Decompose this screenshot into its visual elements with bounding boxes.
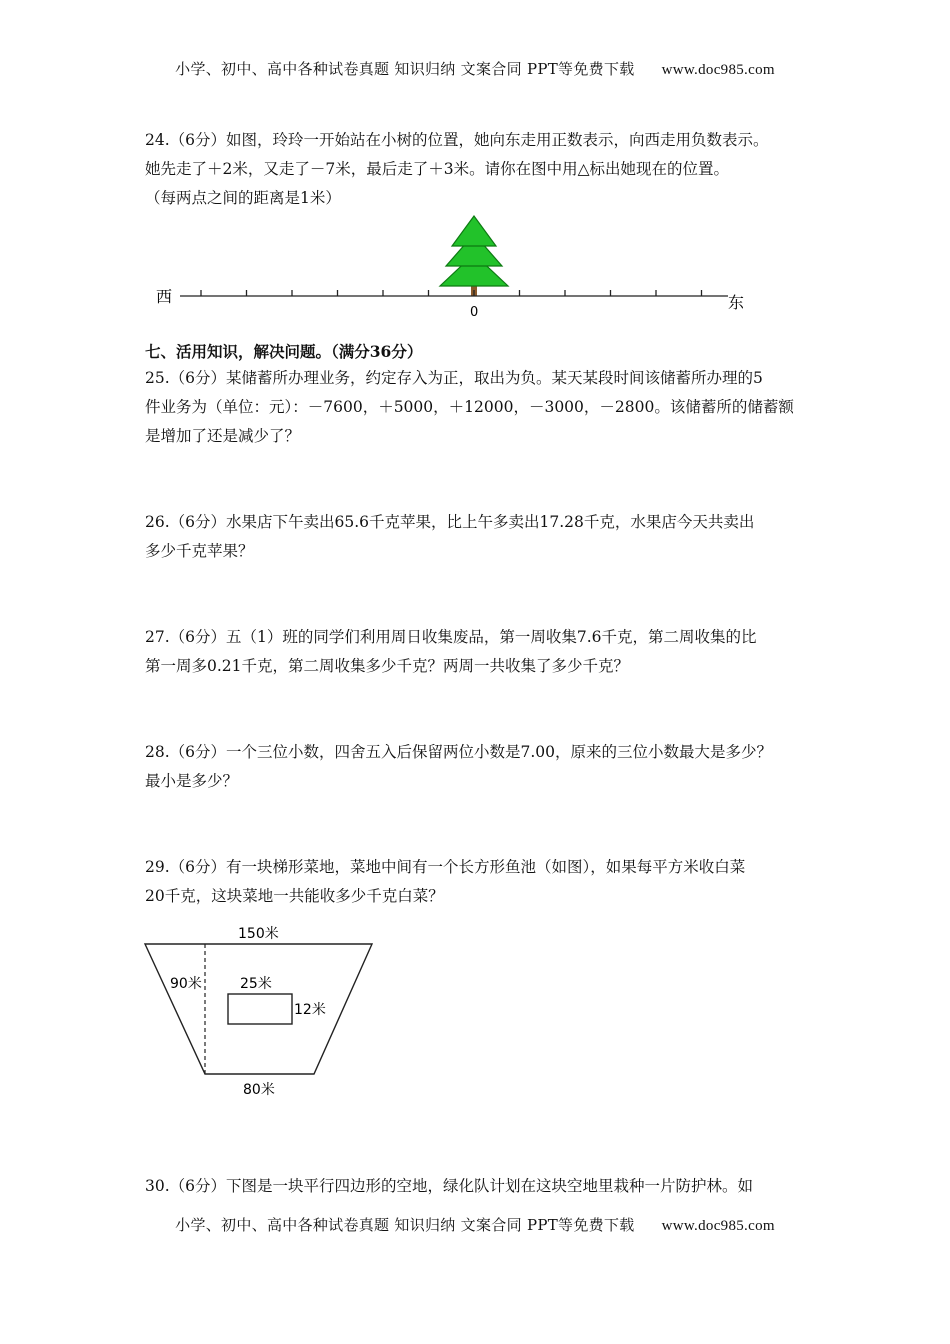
q29-text <box>145 853 815 911</box>
q27-line2: 第一周多0.21千克，第二周收集多少千克？两周一共收集了多少千克？ <box>145 657 630 675</box>
q28-text <box>145 738 815 796</box>
header-site: www.doc985.com <box>661 62 775 78</box>
tree-icon <box>440 216 508 296</box>
q25-line1: 25.（6分）某储蓄所办理业务，约定存入为正，取出为负。某天某段时间该储蓄所办理的5 <box>145 369 763 387</box>
q26-line1: 26.（6分）水果店下午卖出65.6千克苹果，比上午多卖出17.28千克，水果店今天共卖出 <box>145 513 755 531</box>
q30-line1: 30.（6分）下图是一块平行四边形的空地，绿化队计划在这块空地里栽种一片防护林。如 <box>145 1177 754 1195</box>
q27-line1: 27.（6分）五（1）班的同学们利用周日收集废品，第一周收集7.6千克，第二周收集的比 <box>145 628 757 646</box>
q25-line3: 是增加了还是减少了？ <box>145 427 301 445</box>
header-text: 小学、初中、高中各种试卷真题 知识归纳 文案合同 PPT等免费下载 <box>175 60 635 78</box>
q26-line2: 多少千克苹果？ <box>145 542 254 560</box>
height-label: 90米 <box>170 976 202 992</box>
q30-text <box>145 1172 815 1201</box>
page-footer <box>0 1214 950 1235</box>
top-length-label: 150米 <box>238 926 279 942</box>
q24-line3: （每两点之间的距离是1米） <box>145 189 341 207</box>
q25-text <box>145 364 815 451</box>
q27-text <box>145 623 815 681</box>
q29-line2: 20千克，这块菜地一共能收多少千克白菜？ <box>145 887 444 905</box>
tree-tier-top <box>452 216 496 246</box>
footer-text: 小学、初中、高中各种试卷真题 知识归纳 文案合同 PPT等免费下载 <box>175 1216 635 1234</box>
trapezoid-shape <box>145 944 372 1074</box>
west-label: 西 <box>156 287 173 306</box>
trapezoid-figure <box>140 918 380 1104</box>
footer-site: www.doc985.com <box>661 1218 775 1234</box>
rect-width-label: 25米 <box>240 976 272 992</box>
q24-line1: 24.（6分）如图，玲玲一开始站在小树的位置，她向东走用正数表示，向西走用负数表示。 <box>145 131 769 149</box>
zero-label: 0 <box>470 305 479 320</box>
q29-line1: 29.（6分）有一块梯形菜地，菜地中间有一个长方形鱼池（如图），如果每平方米收白菜 <box>145 858 746 876</box>
rect-height-label: 12米 <box>294 1002 326 1018</box>
q25-line2: 件业务为（单位：元）：－7600，＋5000，＋12000，－3000，－2800。该储蓄所的储蓄额 <box>145 398 794 416</box>
bottom-length-label: 80米 <box>243 1082 275 1098</box>
number-line-figure <box>150 212 760 322</box>
fish-pond-rect <box>228 994 292 1024</box>
q28-line2: 最小是多少？ <box>145 772 239 790</box>
east-label: 东 <box>728 293 745 312</box>
page-header <box>0 58 950 79</box>
q24-text <box>145 126 815 213</box>
q28-line1: 28.（6分）一个三位小数，四舍五入后保留两位小数是7.00，原来的三位小数最大是多少？ <box>145 743 773 761</box>
section-7-title: 七、活用知识，解决问题。（满分36分） <box>145 342 423 361</box>
q26-text <box>145 508 815 566</box>
number-line-ticks <box>201 290 702 296</box>
q24-line2: 她先走了＋2米，又走了－7米，最后走了＋3米。请你在图中用△标出她现在的位置。 <box>145 160 730 178</box>
